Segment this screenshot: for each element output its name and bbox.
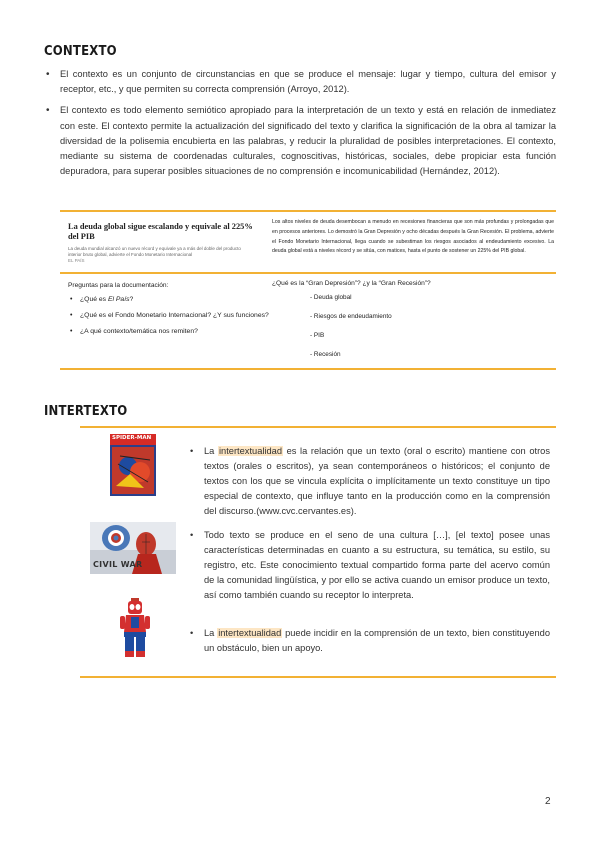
- bullet-icon: •: [190, 628, 194, 638]
- documentation-table: [60, 210, 556, 370]
- bullet-icon: •: [190, 530, 194, 540]
- intertexto-paragraph-3: [190, 626, 550, 656]
- text-run: puede incidir en la comprensión de un texto, bien constituyendo un obstáculo, bien un apoyo.: [204, 628, 550, 654]
- questions-title: Preguntas para la documentación:: [68, 282, 169, 289]
- table-top-rule: [60, 210, 556, 212]
- list-item: - Deuda global: [310, 293, 552, 303]
- lego-figure-image: [120, 598, 150, 660]
- bullet-icon: •: [46, 69, 50, 80]
- questions-column: [68, 282, 278, 343]
- contexto-bullet-text: El contexto es un conjunto de circunstancias en que se produce el mensaje: lugar y tiempo, cultura del emisor y receptor, etc., y que permiten su correcta comprensión (Arroyo, 2012).: [60, 69, 556, 95]
- question-text-end: ?: [129, 296, 134, 303]
- paragraph-text: [190, 626, 550, 656]
- keywords-list: [272, 293, 552, 360]
- question-text: ¿Qué es: [80, 296, 108, 303]
- list-item: - Recesión: [310, 350, 552, 360]
- table-mid-rule: [60, 272, 556, 274]
- news-clipping: [68, 222, 254, 272]
- section-heading-contexto: CONTEXTO: [44, 44, 117, 59]
- table-bottom-rule: [60, 368, 556, 370]
- keywords-column: [272, 280, 552, 369]
- list-item: [80, 311, 278, 321]
- text-run: Todo texto se produce en el seno de una cultura […], [el texto] posee unas características determinadas en cuanto a su estructura, su temática, su estilo, su registro, etc. Este conocimiento textual compartido forma parte del acervo común de la comunidad lingüística, y por ello se activa cuando un emisor produce un texto, así como también cuando su receptor lo interpreta.: [204, 530, 550, 601]
- movie-still-caption: CIVIL WAR: [93, 560, 143, 569]
- text-run: La: [204, 446, 218, 456]
- text-run: es la relación que un texto (oral o escrito) mantiene con otros textos (orales o escritos), ya sean contemporáneos o históricos; el conjunto de textos con los que se vincula explícita o implícitamente un texto constituye un tipo especial de contexto, que influye tanto en la producción como en la comprensión del discurso.(www.cvc.cervantes.es).: [204, 446, 550, 517]
- question-text: ¿A qué contexto/temática nos remiten?: [80, 328, 198, 335]
- list-item: [80, 295, 278, 305]
- intertexto-paragraph-1: [190, 444, 550, 519]
- section-heading-intertexto: INTERTEXTO: [44, 404, 128, 419]
- news-subtitle: La deuda mundial alcanzó un nuevo récord y equivale ya a más del doble del producto interior bruto global, advierte el Fondo Monetario Internacional: [68, 246, 241, 257]
- intertexto-top-rule: [80, 426, 556, 428]
- text-run: La: [204, 628, 218, 638]
- paragraph-text: [190, 444, 550, 519]
- comic-cover-icon: [110, 434, 156, 496]
- contexto-list: [46, 67, 556, 179]
- intertexto-paragraph-2: [190, 528, 550, 603]
- news-quote: Los altos niveles de deuda desembocan a menudo en recesiones financieras que son más profundas y prolongadas que en procesos anteriores. Lo demostró la Gran Depresión y ocho décadas después la Gran Recesión. El problema, advierte el Fondo Monetario Internacional, llega cuando se subestiman los riesgos asociados al endeudamiento excesivo. La deuda global está a niveles récord y se sitúa, con matices, hasta el punto de sostener un 225% del PIB global.: [272, 219, 554, 255]
- list-item: [46, 67, 556, 97]
- movie-still-image: [90, 522, 176, 574]
- bullet-icon: •: [46, 105, 50, 117]
- news-title: La deuda global sigue escalando y equivale al 225% del PIB: [68, 222, 253, 241]
- contexto-bullet-text: El contexto es todo elemento semiótico apropiado para la interpretación de un texto y está en relación de inmediatez con este. El contexto permite la actualización del significado del texto y clarifica la significación de la obra al tamizar la diversidad de la polisemia encubierta en las palabras, y reducir la pluralidad de posibles interpretaciones. El contexto, mediante su sistema de coordenadas culturales, cognoscitivas, históricas, sociales, debe propiciar esta función depuradora, para superar posibles situaciones de no comprensión e incomunicabilidad (Hernández, 2012).: [60, 105, 556, 177]
- question-emphasis: El País: [107, 296, 130, 303]
- comic-cover-image: [110, 434, 156, 496]
- keywords-title: ¿Qué es la “Gran Depresión”? ¿y la “Gran Recesión”?: [272, 280, 431, 287]
- lego-figure-icon: [120, 598, 150, 660]
- comic-cover-title: SPIDER-MAN: [112, 435, 152, 441]
- list-item: [80, 327, 278, 337]
- bullet-icon: •: [190, 446, 194, 456]
- news-source: EL PAÍS: [68, 258, 85, 263]
- list-item: - PIB: [310, 331, 552, 341]
- paragraph-text: [190, 528, 550, 603]
- questions-list: [68, 295, 278, 337]
- list-item: [46, 103, 556, 179]
- intertexto-bottom-rule: [80, 676, 556, 678]
- question-text: ¿Qué es el Fondo Monetario Internacional? ¿Y sus funciones?: [80, 312, 269, 319]
- page-number: 2: [545, 796, 551, 807]
- list-item: - Riesgos de endeudamiento: [310, 312, 552, 322]
- highlight-term: intertextualidad: [218, 446, 283, 456]
- highlight-term: intertextualidad: [218, 628, 282, 638]
